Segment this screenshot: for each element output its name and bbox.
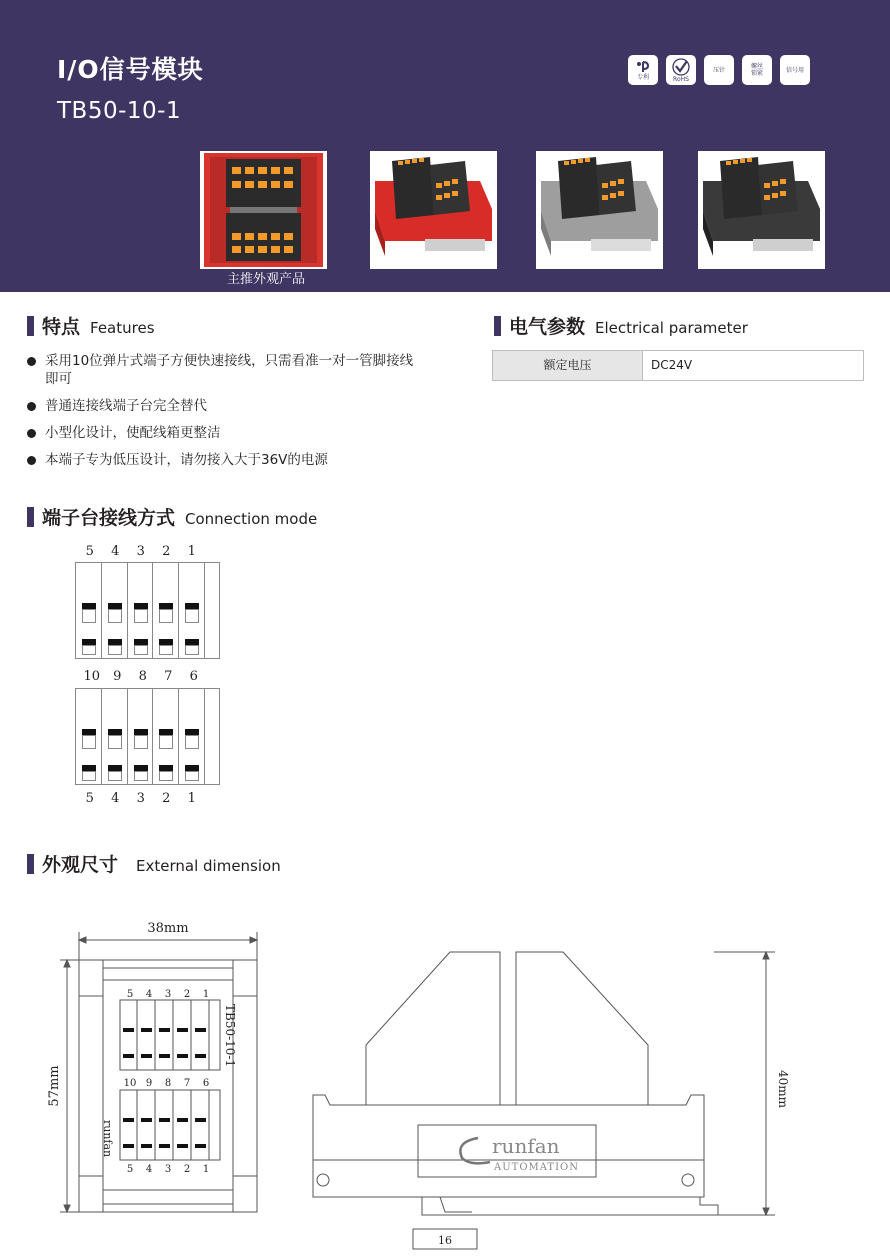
inner-number: 7 — [183, 1078, 191, 1089]
connection-heading — [27, 503, 317, 530]
terminal-numbers-bottom — [77, 791, 205, 806]
heading-bar — [27, 316, 34, 336]
inner-number: 5 — [126, 989, 134, 1000]
param-key: 额定电压 — [493, 351, 643, 380]
badge-label: 压针 — [712, 66, 725, 74]
terminal-cell — [179, 563, 205, 658]
electrical-title-en: Electrical parameter — [595, 319, 748, 337]
screw-lock-icon — [742, 55, 772, 85]
terminal-cell — [76, 689, 102, 784]
signal-icon — [780, 55, 810, 85]
terminal-number: 9 — [113, 669, 122, 684]
terminal-numbers-top — [77, 544, 205, 559]
param-value: DC24V — [651, 358, 693, 372]
inner-number: 8 — [164, 1078, 172, 1089]
terminal-number: 2 — [162, 544, 171, 559]
rohs-icon — [666, 55, 696, 85]
dimension-drawing — [0, 900, 890, 1258]
body-logo-label: runfan — [101, 1120, 114, 1158]
feature-item: 小型化设计，使配线箱更整洁 — [27, 424, 417, 442]
electrical-heading — [494, 312, 748, 339]
logo-text: runfan — [492, 1134, 560, 1158]
product-photo-top-view — [200, 151, 327, 269]
terminal-numbers-middle — [79, 669, 207, 684]
terminal-number: 3 — [136, 544, 145, 559]
product-photo-red — [370, 151, 497, 269]
terminal-cell-end — [205, 563, 219, 658]
heading-bar — [494, 316, 501, 336]
terminal-number: 4 — [111, 791, 120, 806]
width-label: 38mm — [147, 921, 189, 936]
terminal-block-lower — [75, 688, 220, 785]
badge-label: 信号用 — [785, 66, 804, 74]
badge-label: 螺丝 锁紧 — [750, 63, 763, 77]
photo-caption: 主推外观产品 — [200, 270, 332, 292]
terminal-number: 1 — [187, 544, 196, 559]
feature-item: 普通连接线端子台完全替代 — [27, 397, 417, 415]
dimension-title-cn: 外观尺寸 — [42, 854, 119, 876]
inner-number: 9 — [145, 1078, 153, 1089]
terminal-cell — [153, 563, 179, 658]
side-model-label: TB50-10-1 — [223, 1004, 237, 1068]
page-number: 16 — [438, 1234, 452, 1247]
inner-number: 1 — [202, 989, 210, 1000]
inner-number: 2 — [183, 989, 191, 1000]
patent-icon — [628, 55, 658, 85]
features-title-en: Features — [90, 319, 155, 337]
terminal-number: 5 — [85, 791, 94, 806]
connection-title-cn: 端子台接线方式 — [42, 507, 176, 529]
product-model: TB50-10-1 — [57, 98, 182, 124]
product-title: I/O信号模块 — [57, 55, 204, 84]
heading-bar — [27, 854, 34, 874]
terminal-number: 2 — [162, 791, 171, 806]
dimension-heading — [27, 850, 281, 877]
inner-number: 10 — [123, 1078, 137, 1089]
crimp-pin-icon — [704, 55, 734, 85]
terminal-cell — [102, 689, 128, 784]
terminal-number: 7 — [164, 669, 173, 684]
inner-number: 6 — [202, 1078, 210, 1089]
features-title-cn: 特点 — [42, 316, 81, 338]
terminal-cell — [102, 563, 128, 658]
badge-row — [628, 55, 810, 85]
features-heading — [27, 312, 155, 339]
terminal-number: 6 — [189, 669, 198, 684]
inner-number: 2 — [183, 1164, 191, 1175]
terminal-number: 4 — [111, 544, 120, 559]
heading-bar — [27, 507, 34, 527]
terminal-cell — [179, 689, 205, 784]
terminal-cell — [76, 563, 102, 658]
param-table — [492, 350, 864, 381]
inner-number: 4 — [145, 1164, 153, 1175]
terminal-cell-end — [205, 689, 219, 784]
logo-subtext: AUTOMATION — [494, 1162, 579, 1173]
badge-label: RoHS — [673, 75, 689, 83]
product-photo-grey — [536, 151, 663, 269]
terminal-number: 1 — [187, 791, 196, 806]
depth-label: 40mm — [776, 1070, 790, 1109]
features-list — [27, 352, 417, 478]
badge-label: 专利 — [636, 73, 649, 81]
feature-item: 采用10位弹片式端子方便快速接线，只需看准一对一管脚接线即可 — [27, 352, 417, 388]
inner-number: 3 — [164, 1164, 172, 1175]
terminal-cell — [153, 689, 179, 784]
terminal-number: 3 — [136, 791, 145, 806]
inner-number: 5 — [126, 1164, 134, 1175]
terminal-number: 8 — [138, 669, 147, 684]
inner-number: 1 — [202, 1164, 210, 1175]
dimension-title-en: External dimension — [136, 857, 281, 875]
inner-number: 3 — [164, 989, 172, 1000]
connection-title-en: Connection mode — [185, 510, 318, 528]
product-photo-black — [698, 151, 825, 269]
feature-item: 本端子专为低压设计，请勿接入大于36V的电源 — [27, 451, 417, 469]
terminal-number: 5 — [85, 544, 94, 559]
inner-number: 4 — [145, 989, 153, 1000]
height-label: 57mm — [47, 1065, 62, 1107]
terminal-block-upper — [75, 562, 220, 659]
terminal-cell — [128, 689, 154, 784]
terminal-number: 10 — [83, 669, 101, 684]
terminal-cell — [128, 563, 154, 658]
header-banner — [0, 0, 890, 292]
electrical-title-cn: 电气参数 — [509, 316, 586, 338]
